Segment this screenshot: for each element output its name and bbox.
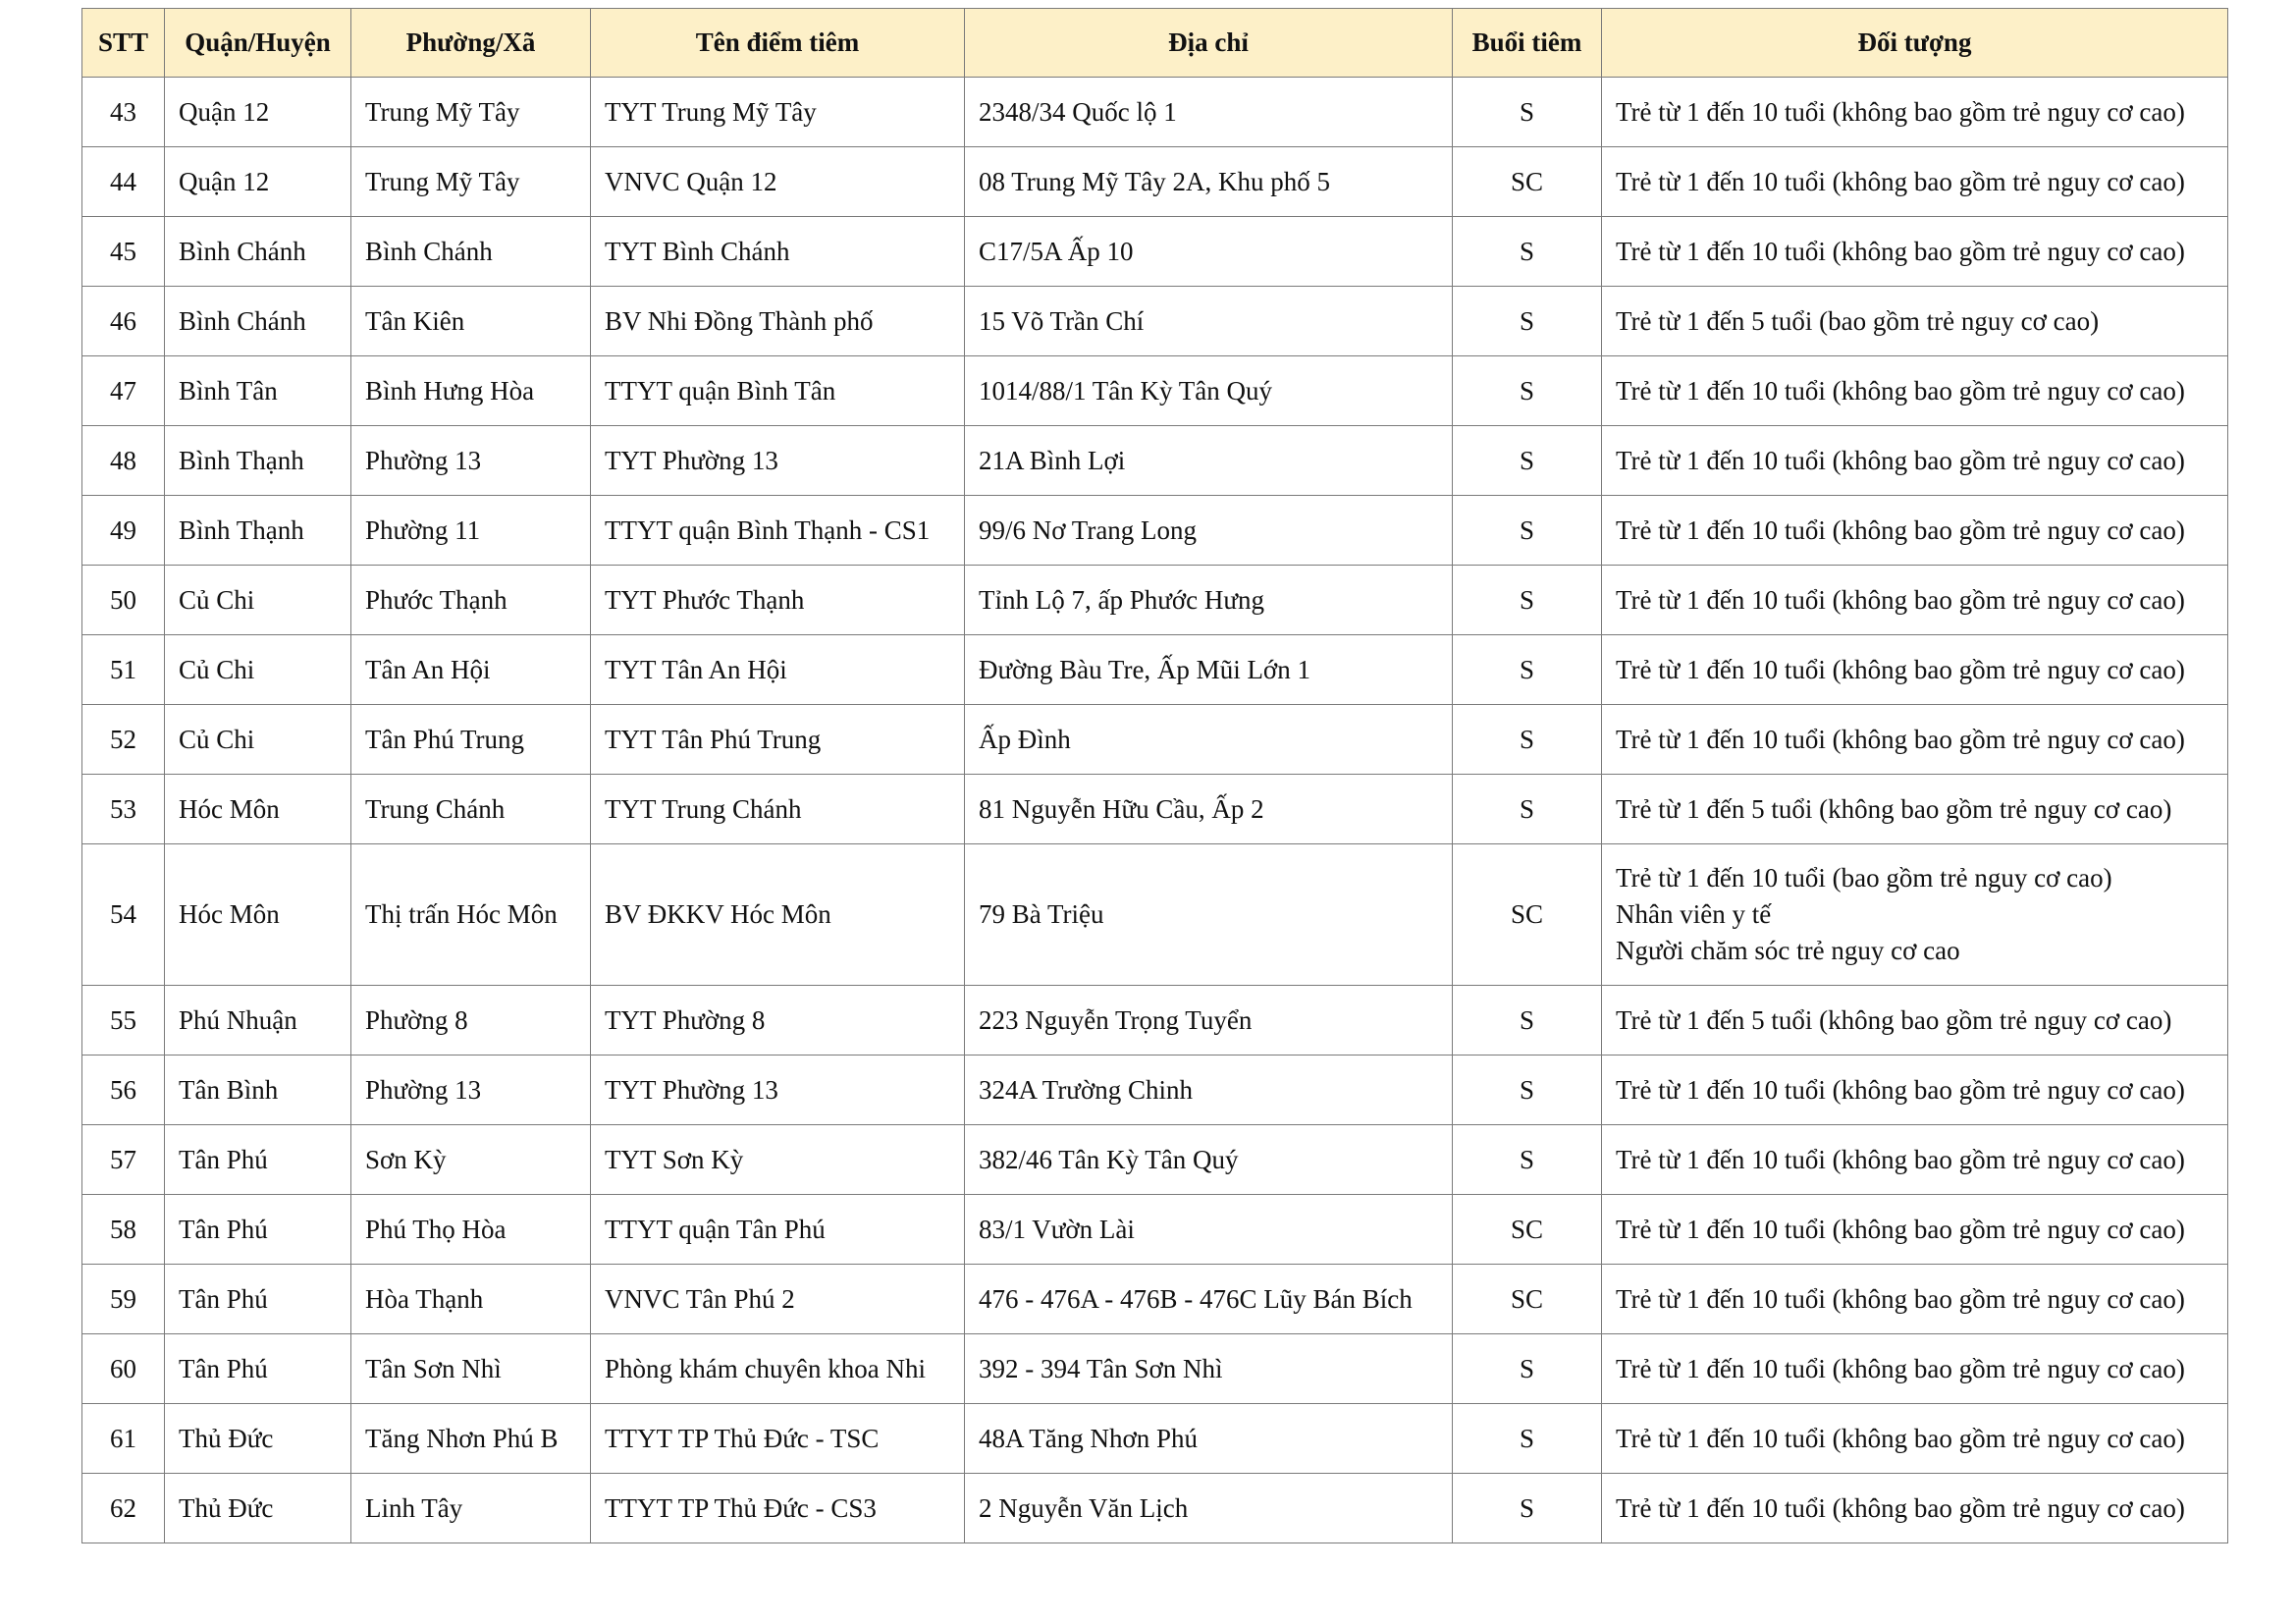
cell-district: Bình Thạnh (165, 426, 351, 496)
cell-district: Hóc Môn (165, 844, 351, 986)
table-row (82, 356, 2228, 426)
cell-stt: 56 (82, 1056, 165, 1125)
target-line: Trẻ từ 1 đến 5 tuổi (bao gồm trẻ nguy cơ cao) (1616, 305, 2100, 336)
target-line: Trẻ từ 1 đến 10 tuổi (không bao gồm trẻ nguy cơ cao) (1616, 724, 2185, 754)
cell-stt: 51 (82, 635, 165, 705)
target-line: Trẻ từ 1 đến 5 tuổi (không bao gồm trẻ nguy cơ cao) (1616, 1004, 2172, 1035)
target-line: Trẻ từ 1 đến 10 tuổi (không bao gồm trẻ nguy cơ cao) (1616, 1492, 2185, 1523)
table-row (82, 1334, 2228, 1404)
cell-address: Đường Bàu Tre, Ấp Mũi Lớn 1 (965, 635, 1453, 705)
cell-address: 223 Nguyễn Trọng Tuyển (965, 986, 1453, 1056)
cell-address: 48A Tăng Nhơn Phú (965, 1404, 1453, 1474)
target-line: Trẻ từ 1 đến 10 tuổi (không bao gồm trẻ nguy cơ cao) (1616, 1214, 2185, 1244)
cell-site: VNVC Tân Phú 2 (591, 1265, 965, 1334)
cell-district: Tân Phú (165, 1125, 351, 1195)
cell-district: Thủ Đức (165, 1404, 351, 1474)
cell-session: S (1453, 566, 1602, 635)
cell-site: TYT Phường 13 (591, 426, 965, 496)
cell-stt: 44 (82, 147, 165, 217)
cell-site: BV ĐKKV Hóc Môn (591, 844, 965, 986)
target-line: Trẻ từ 1 đến 10 tuổi (không bao gồm trẻ nguy cơ cao) (1616, 166, 2185, 196)
cell-district: Củ Chi (165, 635, 351, 705)
table-row (82, 217, 2228, 287)
table-row (82, 1056, 2228, 1125)
cell-address: 2 Nguyễn Văn Lịch (965, 1474, 1453, 1543)
cell-address: 392 - 394 Tân Sơn Nhì (965, 1334, 1453, 1404)
cell-site: TYT Sơn Kỳ (591, 1125, 965, 1195)
cell-ward: Trung Mỹ Tây (351, 78, 591, 147)
cell-site: TYT Tân An Hội (591, 635, 965, 705)
target-line: Trẻ từ 1 đến 5 tuổi (không bao gồm trẻ nguy cơ cao) (1616, 793, 2172, 824)
cell-address: 324A Trường Chinh (965, 1056, 1453, 1125)
header-stt: STT (82, 9, 165, 78)
cell-site: TYT Phường 13 (591, 1056, 965, 1125)
cell-session: SC (1453, 147, 1602, 217)
cell-site: Phòng khám chuyên khoa Nhi (591, 1334, 965, 1404)
cell-ward: Tân Phú Trung (351, 705, 591, 775)
cell-target (1602, 635, 2228, 705)
cell-address: 2348/34 Quốc lộ 1 (965, 78, 1453, 147)
cell-session: SC (1453, 1195, 1602, 1265)
cell-target (1602, 775, 2228, 844)
cell-address: 99/6 Nơ Trang Long (965, 496, 1453, 566)
cell-stt: 57 (82, 1125, 165, 1195)
cell-target (1602, 1334, 2228, 1404)
cell-site: BV Nhi Đồng Thành phố (591, 287, 965, 356)
cell-address: Ấp Đình (965, 705, 1453, 775)
table-row (82, 635, 2228, 705)
cell-session: S (1453, 426, 1602, 496)
cell-target (1602, 147, 2228, 217)
table-row (82, 986, 2228, 1056)
header-address: Địa chỉ (965, 9, 1453, 78)
table-row (82, 844, 2228, 986)
target-line: Trẻ từ 1 đến 10 tuổi (không bao gồm trẻ nguy cơ cao) (1616, 1144, 2185, 1174)
cell-district: Quận 12 (165, 78, 351, 147)
cell-district: Bình Thạnh (165, 496, 351, 566)
table-row (82, 775, 2228, 844)
cell-stt: 53 (82, 775, 165, 844)
target-line: Trẻ từ 1 đến 10 tuổi (không bao gồm trẻ nguy cơ cao) (1616, 1283, 2185, 1314)
cell-session: S (1453, 1404, 1602, 1474)
cell-stt: 54 (82, 844, 165, 986)
cell-session: S (1453, 775, 1602, 844)
cell-ward: Thị trấn Hóc Môn (351, 844, 591, 986)
target-line: Trẻ từ 1 đến 10 tuổi (bao gồm trẻ nguy cơ cao) (1616, 863, 2112, 893)
cell-target (1602, 1474, 2228, 1543)
cell-site: TTYT quận Bình Tân (591, 356, 965, 426)
table-row (82, 1195, 2228, 1265)
cell-site: TYT Bình Chánh (591, 217, 965, 287)
cell-address: 08 Trung Mỹ Tây 2A, Khu phố 5 (965, 147, 1453, 217)
cell-ward: Sơn Kỳ (351, 1125, 591, 1195)
cell-stt: 52 (82, 705, 165, 775)
cell-district: Củ Chi (165, 705, 351, 775)
target-line: Nhân viên y tế (1616, 899, 1772, 929)
target-line: Trẻ từ 1 đến 10 tuổi (không bao gồm trẻ nguy cơ cao) (1616, 236, 2185, 266)
cell-stt: 58 (82, 1195, 165, 1265)
cell-site: TYT Phước Thạnh (591, 566, 965, 635)
cell-session: S (1453, 1056, 1602, 1125)
target-line: Trẻ từ 1 đến 10 tuổi (không bao gồm trẻ nguy cơ cao) (1616, 1353, 2185, 1383)
cell-ward: Phước Thạnh (351, 566, 591, 635)
cell-target (1602, 287, 2228, 356)
cell-session: S (1453, 217, 1602, 287)
table-row (82, 1125, 2228, 1195)
cell-stt: 47 (82, 356, 165, 426)
cell-session: S (1453, 705, 1602, 775)
cell-target (1602, 844, 2228, 986)
cell-site: VNVC Quận 12 (591, 147, 965, 217)
cell-target (1602, 1265, 2228, 1334)
cell-ward: Phường 8 (351, 986, 591, 1056)
header-site: Tên điểm tiêm (591, 9, 965, 78)
cell-target (1602, 705, 2228, 775)
table-row (82, 1265, 2228, 1334)
cell-district: Tân Phú (165, 1334, 351, 1404)
target-line: Trẻ từ 1 đến 10 tuổi (không bao gồm trẻ nguy cơ cao) (1616, 1423, 2185, 1453)
cell-district: Củ Chi (165, 566, 351, 635)
header-target: Đối tượng (1602, 9, 2228, 78)
cell-ward: Phường 13 (351, 426, 591, 496)
cell-site: TTYT quận Bình Thạnh - CS1 (591, 496, 965, 566)
target-line: Trẻ từ 1 đến 10 tuổi (không bao gồm trẻ nguy cơ cao) (1616, 1074, 2185, 1105)
cell-stt: 60 (82, 1334, 165, 1404)
table-row (82, 147, 2228, 217)
header-ward: Phường/Xã (351, 9, 591, 78)
cell-district: Quận 12 (165, 147, 351, 217)
cell-ward: Linh Tây (351, 1474, 591, 1543)
cell-target (1602, 426, 2228, 496)
cell-district: Bình Chánh (165, 287, 351, 356)
vaccination-sites-table (81, 8, 2228, 1543)
table-row (82, 287, 2228, 356)
cell-ward: Phường 13 (351, 1056, 591, 1125)
cell-stt: 59 (82, 1265, 165, 1334)
cell-site: TYT Trung Mỹ Tây (591, 78, 965, 147)
cell-target (1602, 1056, 2228, 1125)
target-line: Trẻ từ 1 đến 10 tuổi (không bao gồm trẻ nguy cơ cao) (1616, 445, 2185, 475)
cell-ward: Phường 11 (351, 496, 591, 566)
cell-session: S (1453, 496, 1602, 566)
table-body (82, 78, 2228, 1543)
cell-session: S (1453, 1474, 1602, 1543)
cell-address: Tỉnh Lộ 7, ấp Phước Hưng (965, 566, 1453, 635)
cell-stt: 43 (82, 78, 165, 147)
cell-target (1602, 1404, 2228, 1474)
table-row (82, 566, 2228, 635)
cell-district: Bình Tân (165, 356, 351, 426)
cell-site: TYT Trung Chánh (591, 775, 965, 844)
table-row (82, 705, 2228, 775)
target-line: Trẻ từ 1 đến 10 tuổi (không bao gồm trẻ nguy cơ cao) (1616, 96, 2185, 127)
cell-address: 382/46 Tân Kỳ Tân Quý (965, 1125, 1453, 1195)
cell-ward: Bình Hưng Hòa (351, 356, 591, 426)
target-line: Trẻ từ 1 đến 10 tuổi (không bao gồm trẻ nguy cơ cao) (1616, 584, 2185, 615)
cell-district: Tân Bình (165, 1056, 351, 1125)
cell-district: Bình Chánh (165, 217, 351, 287)
cell-target (1602, 1125, 2228, 1195)
cell-target (1602, 1195, 2228, 1265)
cell-target (1602, 217, 2228, 287)
cell-session: S (1453, 986, 1602, 1056)
cell-address: 476 - 476A - 476B - 476C Lũy Bán Bích (965, 1265, 1453, 1334)
target-line: Trẻ từ 1 đến 10 tuổi (không bao gồm trẻ nguy cơ cao) (1616, 654, 2185, 684)
table-row (82, 78, 2228, 147)
cell-ward: Trung Chánh (351, 775, 591, 844)
vaccination-sites-table-container (81, 8, 2227, 1543)
cell-ward: Trung Mỹ Tây (351, 147, 591, 217)
cell-district: Tân Phú (165, 1195, 351, 1265)
cell-session: S (1453, 635, 1602, 705)
cell-district: Tân Phú (165, 1265, 351, 1334)
cell-stt: 55 (82, 986, 165, 1056)
cell-target (1602, 356, 2228, 426)
cell-session: S (1453, 356, 1602, 426)
cell-site: TTYT quận Tân Phú (591, 1195, 965, 1265)
cell-site: TYT Phường 8 (591, 986, 965, 1056)
cell-address: 83/1 Vườn Lài (965, 1195, 1453, 1265)
cell-ward: Hòa Thạnh (351, 1265, 591, 1334)
cell-session: S (1453, 1125, 1602, 1195)
cell-ward: Tân Sơn Nhì (351, 1334, 591, 1404)
table-row (82, 426, 2228, 496)
cell-session: S (1453, 1334, 1602, 1404)
target-line: Trẻ từ 1 đến 10 tuổi (không bao gồm trẻ nguy cơ cao) (1616, 514, 2185, 545)
cell-ward: Tân Kiên (351, 287, 591, 356)
cell-address: C17/5A Ấp 10 (965, 217, 1453, 287)
header-district: Quận/Huyện (165, 9, 351, 78)
table-row (82, 1404, 2228, 1474)
cell-target (1602, 78, 2228, 147)
cell-stt: 48 (82, 426, 165, 496)
table-header-row (82, 9, 2228, 78)
cell-site: TTYT TP Thủ Đức - TSC (591, 1404, 965, 1474)
cell-address: 79 Bà Triệu (965, 844, 1453, 986)
header-session: Buổi tiêm (1453, 9, 1602, 78)
cell-session: SC (1453, 844, 1602, 986)
target-line: Người chăm sóc trẻ nguy cơ cao (1616, 936, 1960, 965)
cell-stt: 49 (82, 496, 165, 566)
cell-target (1602, 566, 2228, 635)
cell-target (1602, 986, 2228, 1056)
cell-address: 81 Nguyễn Hữu Cầu, Ấp 2 (965, 775, 1453, 844)
cell-site: TYT Tân Phú Trung (591, 705, 965, 775)
cell-site: TTYT TP Thủ Đức - CS3 (591, 1474, 965, 1543)
cell-stt: 45 (82, 217, 165, 287)
cell-stt: 46 (82, 287, 165, 356)
cell-ward: Tân An Hội (351, 635, 591, 705)
cell-stt: 50 (82, 566, 165, 635)
cell-district: Thủ Đức (165, 1474, 351, 1543)
cell-district: Hóc Môn (165, 775, 351, 844)
cell-ward: Bình Chánh (351, 217, 591, 287)
cell-address: 1014/88/1 Tân Kỳ Tân Quý (965, 356, 1453, 426)
cell-target (1602, 496, 2228, 566)
target-line: Trẻ từ 1 đến 10 tuổi (không bao gồm trẻ nguy cơ cao) (1616, 375, 2185, 406)
cell-stt: 62 (82, 1474, 165, 1543)
cell-address: 21A Bình Lợi (965, 426, 1453, 496)
cell-stt: 61 (82, 1404, 165, 1474)
table-row (82, 496, 2228, 566)
cell-ward: Tăng Nhơn Phú B (351, 1404, 591, 1474)
cell-session: S (1453, 78, 1602, 147)
cell-ward: Phú Thọ Hòa (351, 1195, 591, 1265)
cell-district: Phú Nhuận (165, 986, 351, 1056)
cell-session: SC (1453, 1265, 1602, 1334)
cell-address: 15 Võ Trần Chí (965, 287, 1453, 356)
cell-session: S (1453, 287, 1602, 356)
table-row (82, 1474, 2228, 1543)
